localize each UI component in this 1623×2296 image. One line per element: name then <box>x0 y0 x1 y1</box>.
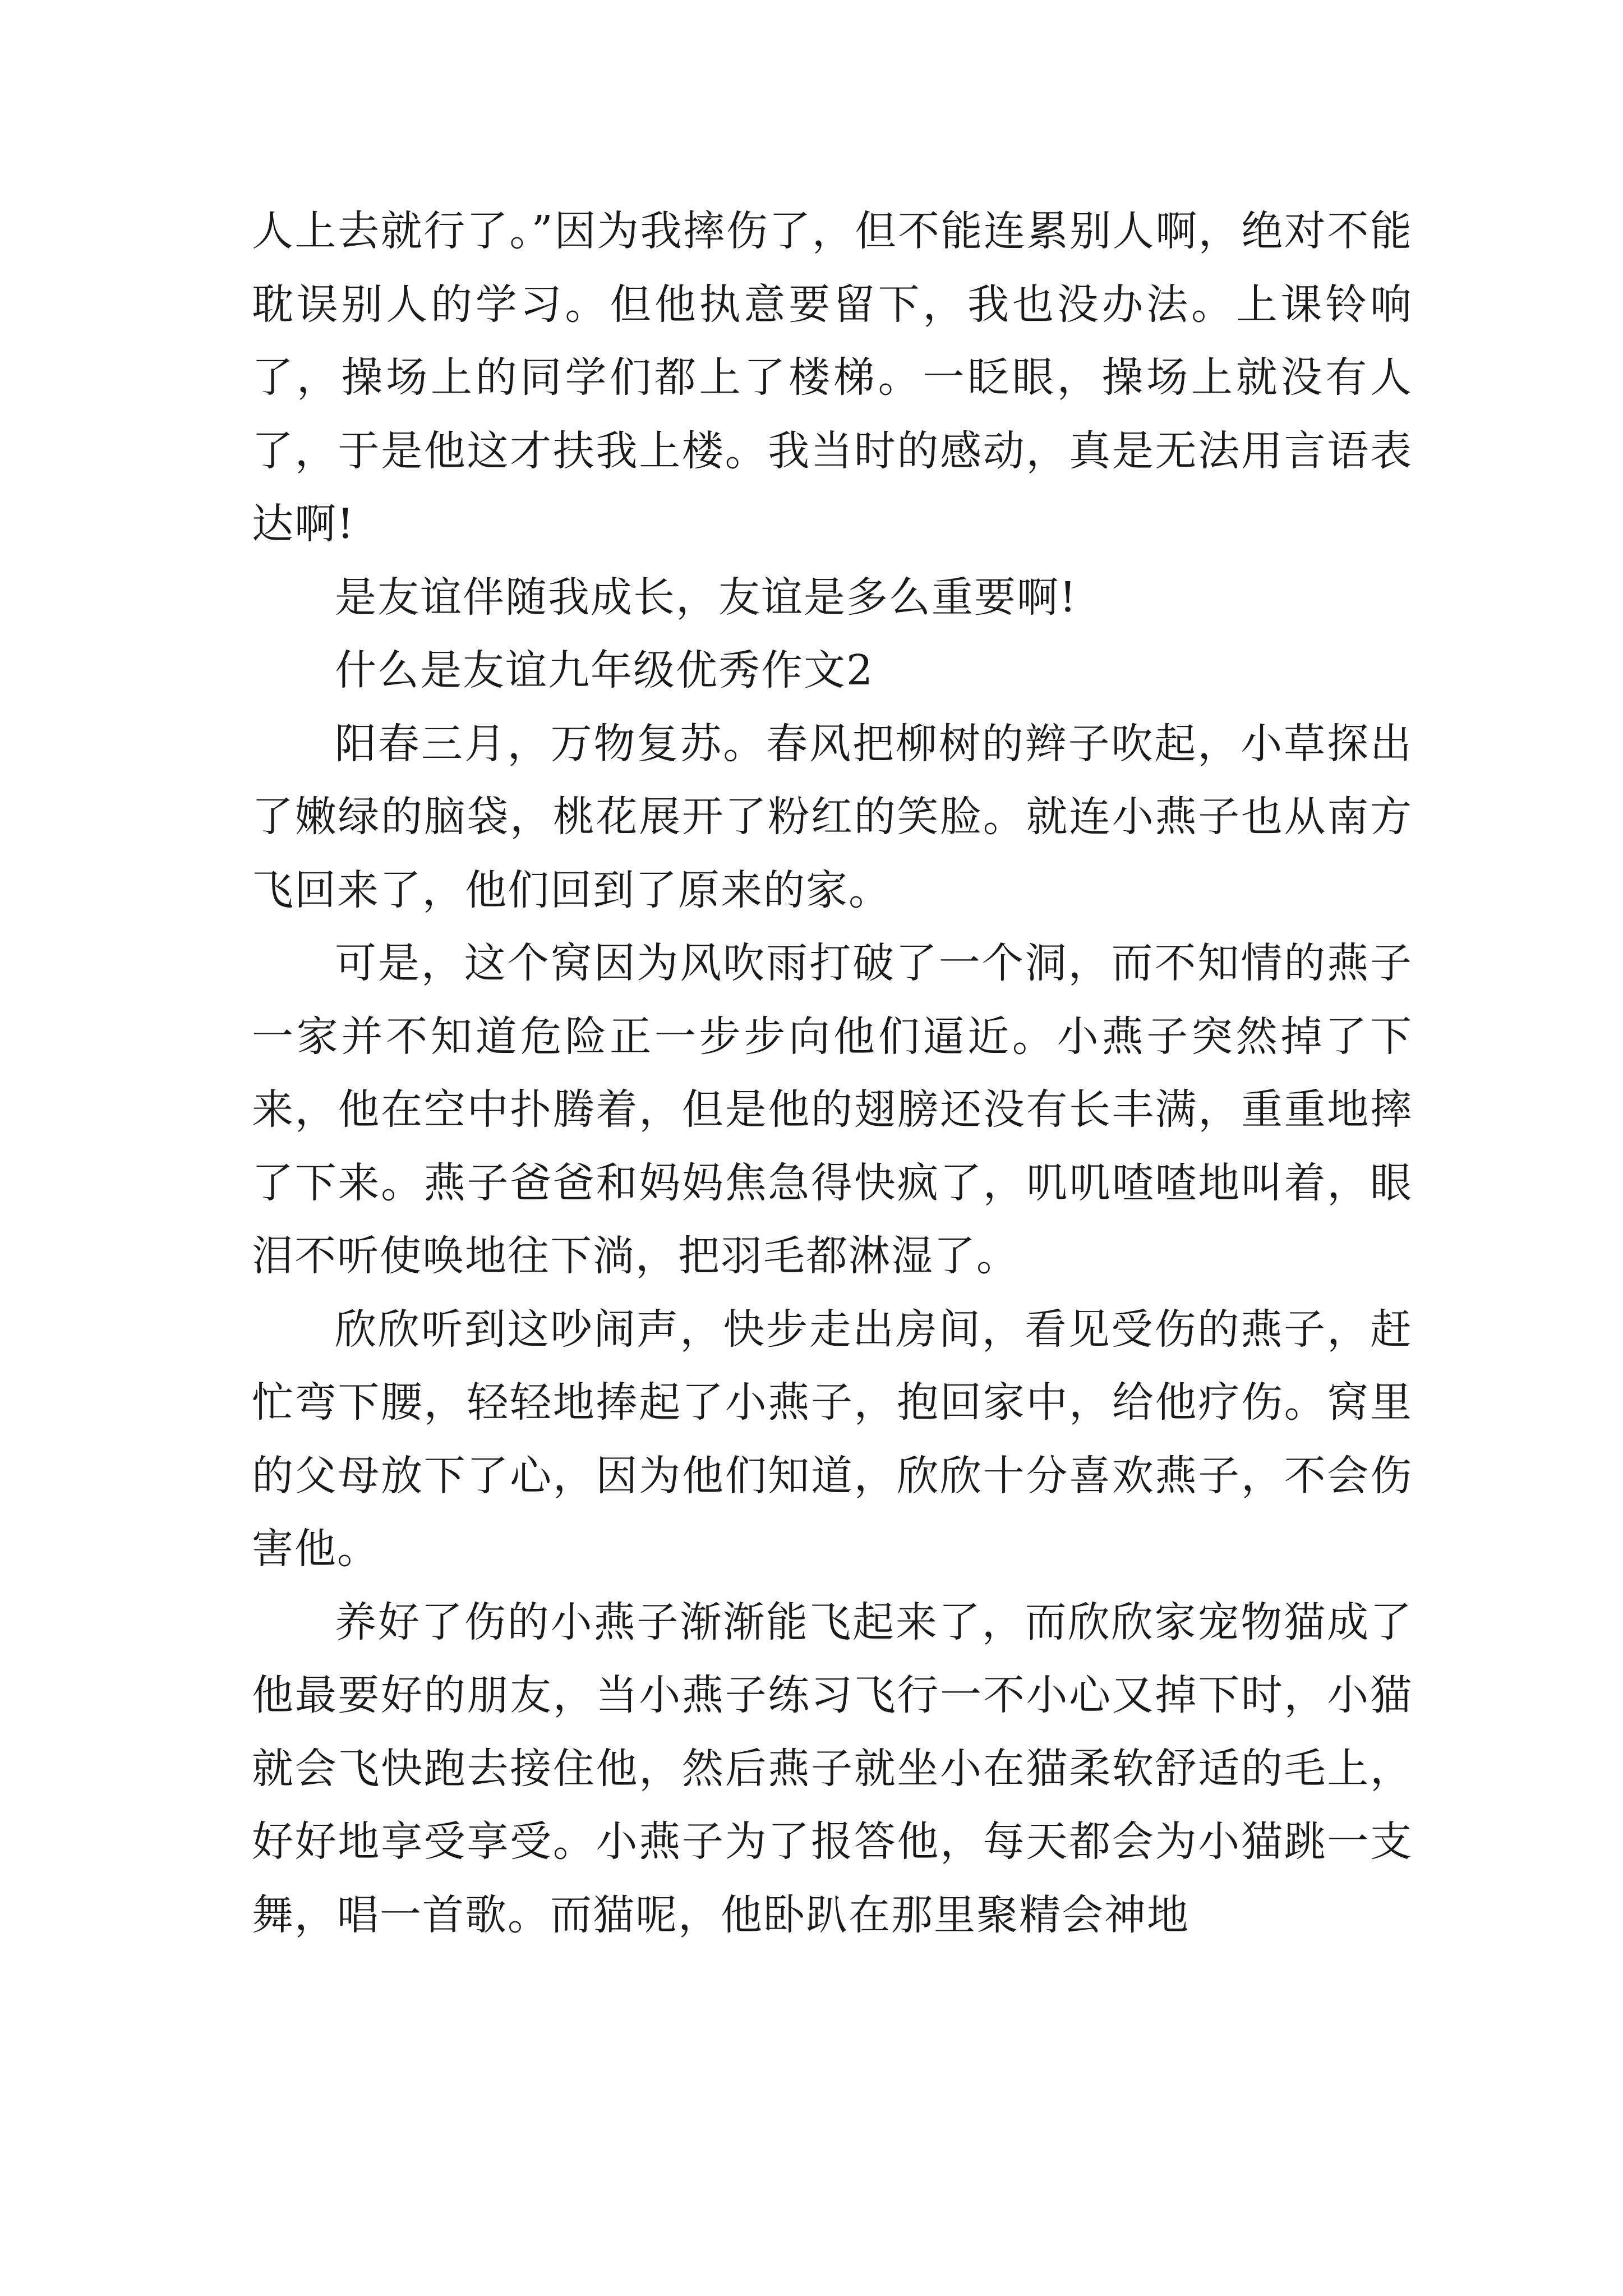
paragraph-1: 阳春三月，万物复苏。春风把柳树的辫子吹起，小草探出了嫩绿的脑袋，桃花展开了粉红的笑脸。就连小燕子也从南方飞回来了，他们回到了原来的家。 <box>252 719 1413 914</box>
paragraph-3: 欣欣听到这吵闹声，快步走出房间，看见受伤的燕子，赶忙弯下腰，轻轻地捧起了小燕子，抱回家中，给他疗伤。窝里的父母放下了心，因为他们知道，欣欣十分喜欢燕子，不会伤害他。 <box>252 1305 1413 1573</box>
paragraph-continued: 人上去就行了。”因为我摔伤了，但不能连累别人啊，绝对不能耽误别人的学习。但他执意要留下，我也没办法。上课铃响了，操场上的同学们都上了楼梯。一眨眼，操场上就没有人了，于是他这才扶我上楼。我当时的感动，真是无法用言语表达啊! <box>252 207 1413 548</box>
paragraph-conclusion: 是友谊伴随我成长，友谊是多么重要啊! <box>335 573 1077 622</box>
section-title: 什么是友谊九年级优秀作文2 <box>335 646 874 694</box>
document-body <box>252 195 1413 1952</box>
paragraph-2: 可是，这个窝因为风吹雨打破了一个洞，而不知情的燕子一家并不知道危险正一步步向他们逼近。小燕子突然掉了下来，他在空中扑腾着，但是他的翅膀还没有长丰满，重重地摔了下来。燕子爸爸和妈妈焦急得快疯了，叽叽喳喳地叫着，眼泪不听使唤地往下淌，把羽毛都淋湿了。 <box>252 939 1413 1280</box>
paragraph-4: 养好了伤的小燕子渐渐能飞起来了，而欣欣家宠物猫成了他最要好的朋友，当小燕子练习飞行一不小心又掉下时，小猫就会飞快跑去接住他，然后燕子就坐小在猫柔软舒适的毛上，好好地享受享受。小燕子为了报答他，每天都会为小猫跳一支舞，唱一首歌。而猫呢，他卧趴在那里聚精会神地 <box>252 1598 1413 1939</box>
